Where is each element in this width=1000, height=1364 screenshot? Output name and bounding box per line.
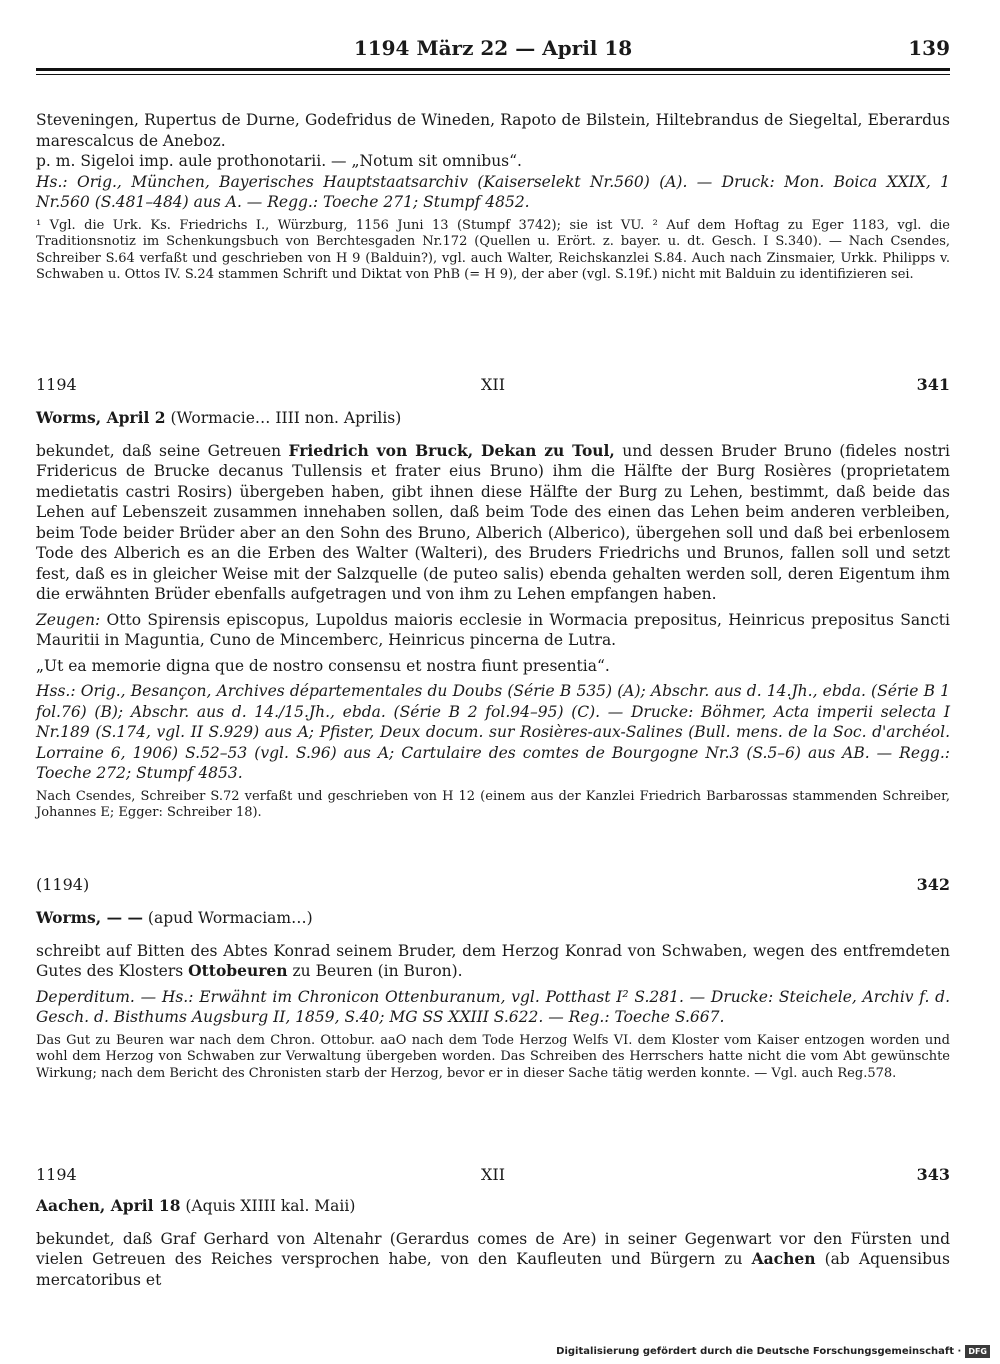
header-rule-thick [36,68,950,71]
regest-place-date: Worms, — — (apud Wormaciam…) [36,908,313,927]
regest-text: schreibt auf Bitten des Abtes Konrad seinem Bruder, dem Herzog Konrad von Schwaben, wegen des entfremdeten Gutes des Klosters Ottobeuren zu Beuren (in Buron). [36,941,950,980]
regest-arenga: „Ut ea memorie digna que de nostro consensu et nostra fiunt presentia“. [36,656,610,675]
regest-number: 343 [916,1165,950,1184]
continuation-section [36,110,950,284]
regest-year: 1194 [36,375,77,394]
regest-341-body [36,408,950,822]
continuation-sources: Hs.: Orig., München, Bayerisches Hauptstaatsarchiv (Kaiserselekt Nr.560) (A). — Druck: Mon. Boica XXIX, 1 Nr.560 (S.481–484) aus A. — Regg.: Toeche 271; Stumpf 4852. [36,172,950,211]
regest-sources: Deperditum. — Hs.: Erwähnt im Chronicon Ottenburanum, vgl. Potthast I² S.281. — Drucke: Steichele, Archiv f. d. Gesch. d. Bisthums Augsburg II, 1859, S.40; MG SS XXIII S.622. — Reg.: Toeche S.667. [36,987,950,1026]
regest-year: 1194 [36,1165,77,1184]
dfg-logo: DFG [965,1345,990,1358]
continuation-recognition: p. m. Sigeloi imp. aule prothonotarii. — „Notum sit omnibus“. [36,152,522,170]
continuation-witnesses: Steveningen, Rupertus de Durne, Godefridus de Wineden, Rapoto de Bilstein, Hiltebrandus de Siegeltal, Eberardus marescalcus de Aneboz. [36,111,950,150]
regest-343-header [36,1165,950,1187]
regest-number: 342 [916,875,950,894]
regest-witnesses: Zeugen: Otto Spirensis episcopus, Lupoldus maioris ecclesie in Wormacia prepositus, Heinricus prepositus Sancti Mauritii in Maguntia, Cuno de Mincemberc, Heinricus pincerna de Lutra. [36,610,950,649]
dfg-footer [556,1345,990,1358]
regest-343-body [36,1196,950,1290]
regest-text: bekundet, daß seine Getreuen Friedrich von Bruck, Dekan zu Toul, und dessen Bruder Bruno (fideles nostri Fridericus de Brucke decanus Tullensis et frater eius Bruno) ihm die Hälfte der Burg Rosières (proprietatem medietatis castri Rosirs) übergeben haben, gibt ihnen diese Hälfte der Burg zu Lehen, bestimmt, daß beide das Lehen auf Lebenszeit zusammen innehaben sollen, daß beim Tode des einen das Lehen beim anderen verbleiben, beim Tode beider Brüder aber an den Sohn des Bruno, Alberich (Alberico), übergehen soll und daß bei erbenlosem Tode des Alberich es an die Erben des Walter (Walteri), des Bruders Friedrichs und Brunos, fallen soll und setzt fest, daß es in gleicher Weise mit der Salzquelle (de puteo salis) ebenda gehalten werden soll, deren Eigentum ihm die erwähnten Brüder ebenfalls aufgetragen und von ihm zu Lehen empfangen haben. [36,440,951,603]
page-number: 139 [908,36,950,60]
regest-year: (1194) [36,875,90,894]
regest-342-body [36,908,950,1082]
continuation-notes: ¹ Vgl. die Urk. Ks. Friedrichs I., Würzburg, 1156 Juni 13 (Stumpf 3742); sie ist VU. ² Auf dem Hoftag zu Eger 1183, vgl. die Traditionsnotiz im Schenkungsbuch von Berchtesgaden Nr.172 (Quellen u. Erört. z. bayer. u. dt. Gesch. I S.340). — Nach Csendes, Schreiber S.64 verfaßt und geschrieben von H 9 (Balduin?), vgl. auch Walter, Reichskanzlei S.84. Auch nach Zinsmaier, Urkk. Philipps v. Schwaben u. Ottos IV. S.24 stammen Schrift und Diktat von PhB (= H 9), der aber (vgl. S.19f.) nicht mit Balduin zu identifizieren sei. [36,217,950,282]
regest-notes: Nach Csendes, Schreiber S.72 verfaßt und geschrieben von H 12 (einem aus der Kanzlei Friedrich Barbarossas stammenden Schreiber, Johannes E; Egger: Schreiber 18). [36,788,950,820]
regest-place-date: Worms, April 2 (Wormacie… IIII non. Aprilis) [36,408,402,427]
header-rule-thin [36,74,950,75]
regest-sources: Hss.: Orig., Besançon, Archives départementales du Doubs (Série B 535) (A); Abschr. aus d. 14.Jh., ebda. (Série B 1 fol.76) (B); Abschr. aus d. 14./15.Jh., ebda. (Série B 2 fol.94–95) (C). — Drucke: Böhmer, Acta imperii selecta I Nr.189 (S.174, vgl. II S.929) aus A; Pfister, Deux docum. sur Rosières-aux-Salines (Bull. mens. de la Soc. d'archéol. Lorraine 6, 1906) S.52–53 (vgl. S.96) aus A; Cartulaire des comtes de Bourgogne Nr.3 (S.5–6) aus AB. — Regg.: Toeche 272; Stumpf 4853. [36,682,950,782]
regest-notes: Das Gut zu Beuren war nach dem Chron. Ottobur. aaO nach dem Tode Herzog Welfs VI. dem Kloster vom Kaiser entzogen worden und wohl dem Herzog von Schwaben zur Verwaltung übergeben worden. Das Schreiben des Herrschers hatte nicht die vom Abt gewünschte Wirkung; nach dem Bericht des Chronisten starb der Herzog, bevor er in dieser Sache tätig werden konnte. — Vgl. auch Reg.578. [36,1032,950,1081]
regest-indiction: XII [480,375,506,394]
regest-341-header [36,375,950,397]
regest-text: bekundet, daß Graf Gerhard von Altenahr (Gerardus comes de Are) in seiner Gegenwart vor den Fürsten und vielen Getreuen des Reiches versprochen habe, von den Kaufleuten und Bürgern zu Aachen (ab Aquensibus mercatoribus et [36,1229,950,1289]
regest-place-date: Aachen, April 18 (Aquis XIIII kal. Maii) [36,1196,356,1215]
regest-number: 341 [916,375,950,394]
footer-text: Digitalisierung gefördert durch die Deutsche Forschungsgemeinschaft · [556,1346,962,1357]
page-header [36,34,950,64]
page-title: 1194 März 22 — April 18 [353,36,633,60]
regest-342-header [36,875,950,897]
regest-indiction: XII [480,1165,506,1184]
